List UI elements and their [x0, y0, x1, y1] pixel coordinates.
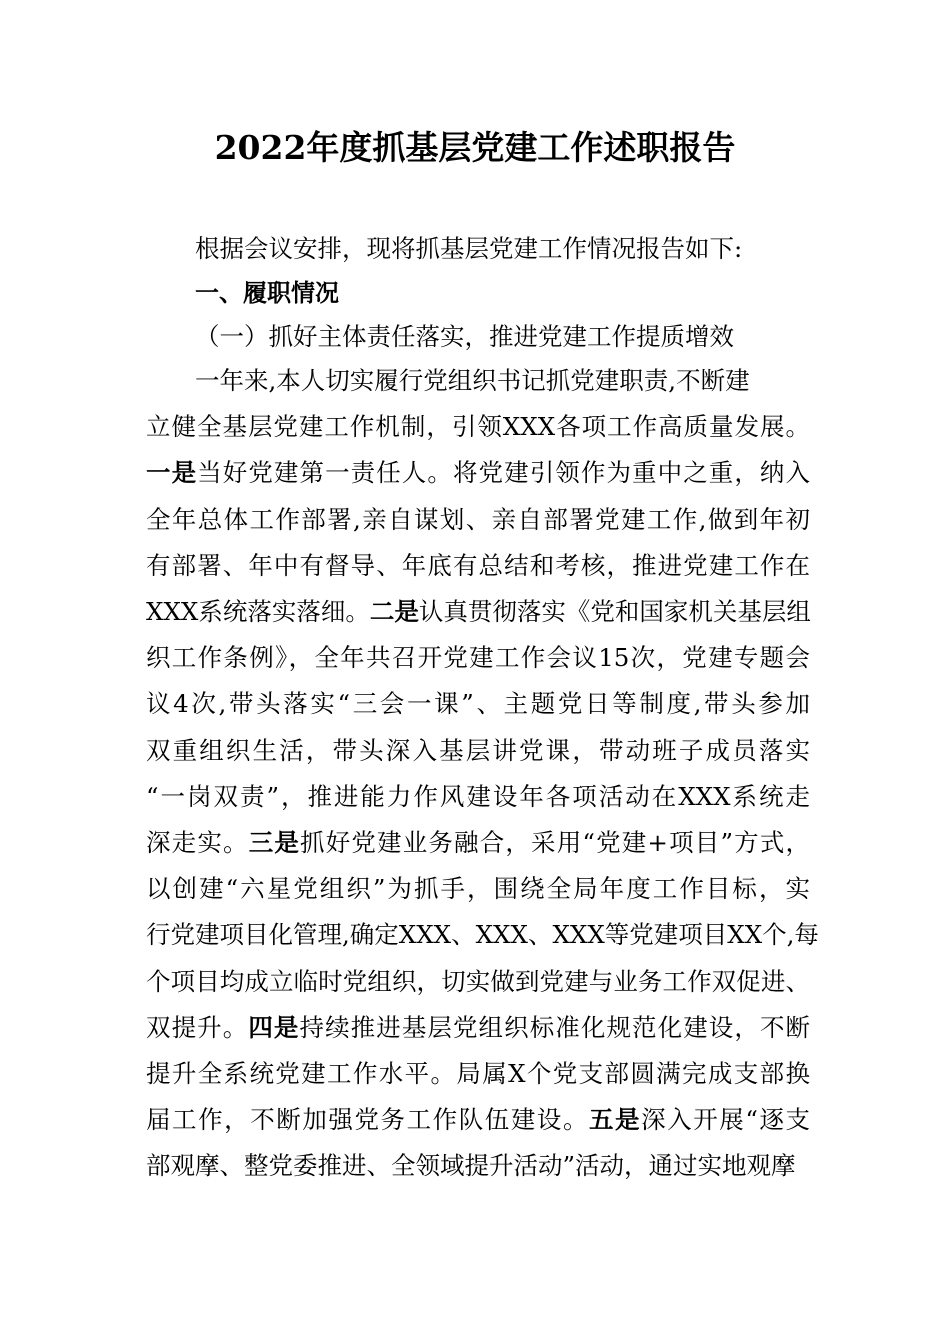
body-line [146, 453, 810, 493]
body-line [195, 361, 810, 401]
body-line [146, 1146, 810, 1186]
subsection-heading: （一）抓好主体责任落实，推进党建工作提质增效 [195, 322, 734, 351]
text-segment: 当好党建第一责任人。将党建引领作为重中之重，纳入 [197, 458, 811, 488]
body-line [146, 962, 810, 1002]
body-line [146, 638, 810, 678]
intro-paragraph: 根据会议安排，现将抓基层党建工作情况报告如下: [195, 234, 743, 263]
text-segment: 双重组织生活，带头深入基层讲党课，带动班子成员落实 [146, 735, 810, 765]
body-line [146, 684, 810, 724]
text-segment: 认真贯彻落实《党和国家机关基层组 [418, 597, 811, 626]
text-segment: 深入开展“逐支 [641, 1105, 811, 1135]
bold-marker: 四是 [248, 1012, 300, 1042]
text-segment: 议4次,带头落实“三会一课”、主题党日等制度,带头参加 [146, 689, 810, 719]
text-segment: 届工作，不断加强党务工作队伍建设。 [146, 1105, 589, 1135]
text-segment: XXX系统落实落细。 [146, 597, 370, 626]
body-line [146, 1008, 810, 1048]
body-line [146, 500, 810, 540]
text-segment: 一年来,本人切实履行党组织书记抓党建职责,不断建 [195, 366, 750, 395]
text-segment: 部观摩、整党委推进、全领域提升活动”活动，通过实地观摩 [146, 1151, 796, 1181]
body-line [146, 915, 819, 955]
text-segment: 深走实。 [146, 828, 249, 857]
bold-marker: 一是 [146, 458, 198, 488]
text-segment: 提升全系统党建工作水平。局属X个党支部圆满完成支部换 [146, 1059, 810, 1088]
text-segment: 行党建项目化管理,确定XXX、XXX、XXX等党建项目XX个,每 [146, 920, 819, 950]
body-line [146, 777, 810, 817]
text-segment: 双提升。 [146, 1012, 249, 1042]
text-segment: 持续推进基层党组织标准化规范化建设，不断 [299, 1012, 811, 1042]
body-line [146, 1054, 810, 1094]
text-segment: 有部署、年中有督导、年底有总结和考核，推进党建工作在 [146, 550, 810, 580]
bold-marker: 二是 [369, 597, 419, 626]
text-segment: 全年总体工作部署,亲自谋划、亲自部署党建工作,做到年初 [146, 504, 810, 534]
text-segment: 立健全基层党建工作机制，引领XXX各项工作高质量发展。 [146, 412, 810, 442]
body-line [146, 1100, 810, 1140]
body-line [146, 407, 810, 447]
text-segment: 个项目均成立临时党组织，切实做到党建与业务工作双促进、 [146, 966, 810, 996]
body-line [146, 546, 810, 586]
text-segment: “一岗双责”，推进能力作风建设年各项活动在XXX系统走 [146, 781, 810, 811]
body-line [146, 823, 810, 863]
text-segment: 织工作条例》，全年共召开党建工作会议15次，党建专题会 [146, 643, 810, 673]
body-line [146, 731, 810, 771]
section-heading: 一、履职情况 [195, 279, 339, 307]
body-line [146, 592, 810, 632]
bold-marker: 五是 [589, 1105, 642, 1135]
document-title: 2022年度抓基层党建工作述职报告 [214, 128, 736, 167]
bold-marker: 三是 [248, 828, 301, 857]
text-segment: 抓好党建业务融合，采用“党建+项目”方式， [300, 828, 811, 857]
body-line [146, 869, 810, 909]
text-segment: 以创建“六星党组织”为抓手，围绕全局年度工作目标，实 [146, 874, 810, 904]
